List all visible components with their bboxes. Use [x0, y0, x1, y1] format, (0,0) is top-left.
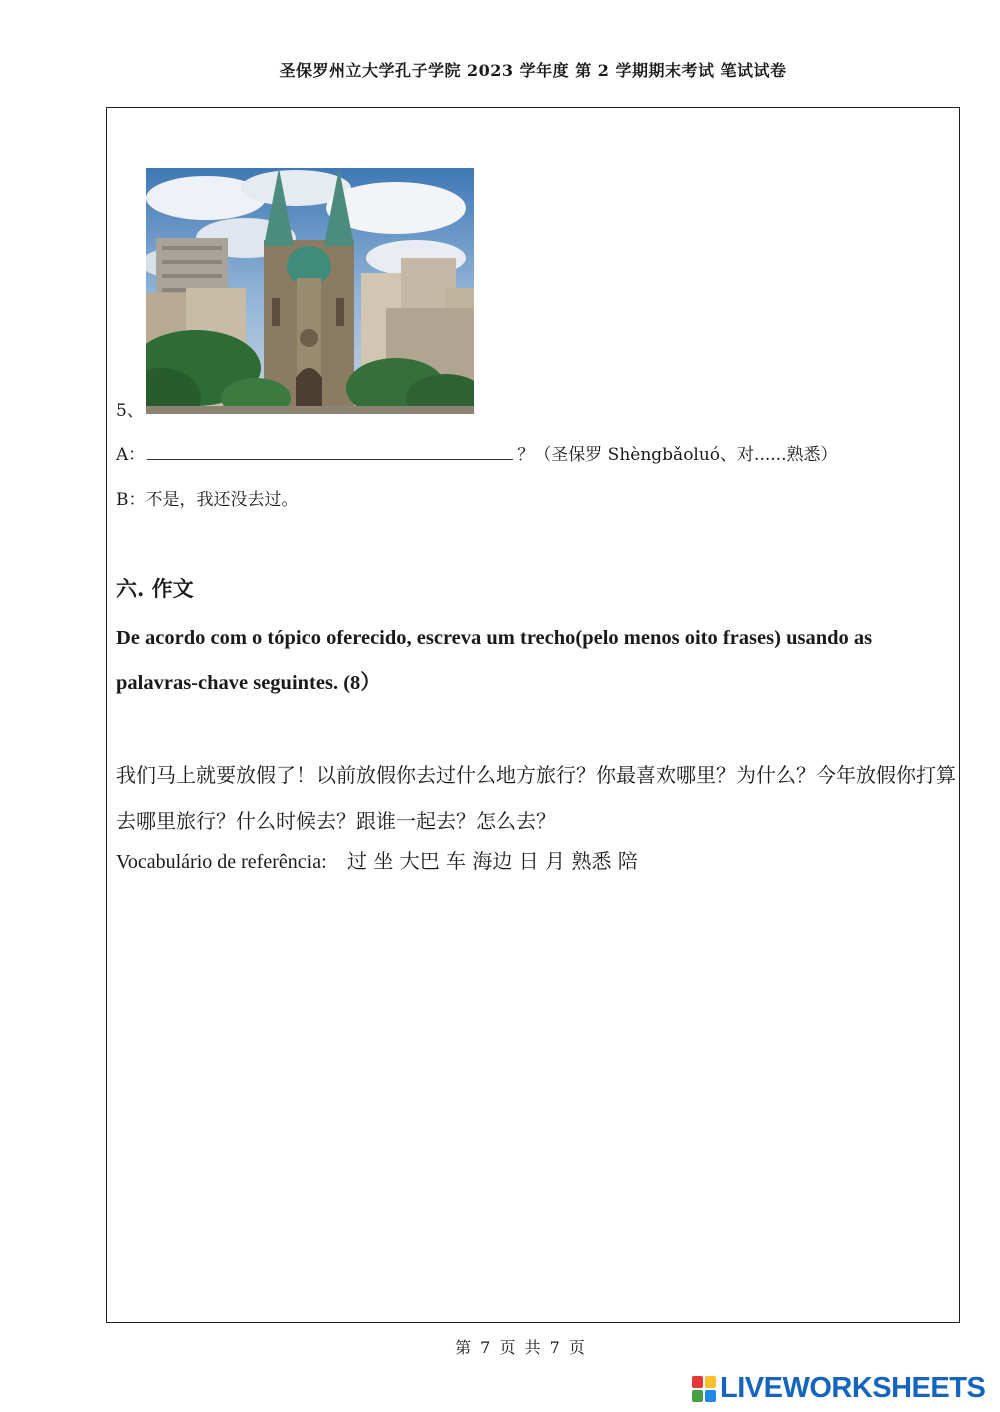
- hint-text: ？（圣保罗 Shèngbǎoluó、对......熟悉）: [517, 445, 838, 465]
- instruction-text: De acordo com o tópico oferecido, escreva um trecho(pelo menos oito frases) usando as palavras-chave seguintes. (8）: [116, 627, 873, 694]
- question-number: 5、: [116, 401, 144, 421]
- dialogue-line-a: [116, 440, 837, 465]
- liveworksheets-brand: [692, 1372, 985, 1405]
- brand-name: LIVEWORKSHEETS: [720, 1372, 986, 1404]
- essay-prompt: 我们马上就要放假了！以前放假你去过什么地方旅行？你最喜欢哪里？为什么？今年放假你打算去哪里旅行？什么时候去？跟谁一起去？怎么去？: [116, 763, 956, 833]
- vocabulary-line: [116, 845, 638, 874]
- page-footer: [0, 1335, 1000, 1358]
- vocabulary-label: Vocabulário de referência:: [116, 851, 327, 873]
- section-title: 六. 作文: [116, 576, 194, 601]
- exam-title: 圣保罗州立大学孔子学院 2023 学年度 第 2 学期期末考试 笔试试卷: [279, 61, 787, 80]
- speaker-a-label: A：: [116, 445, 146, 465]
- page-header: [0, 58, 1000, 81]
- page-number: 第 7 页 共 7 页: [455, 1338, 587, 1357]
- answer-blank[interactable]: [147, 443, 513, 460]
- dialogue-line-b: B：不是，我还没去过。: [116, 490, 299, 510]
- liveworksheets-logo-icon: [692, 1376, 716, 1402]
- cathedral-photo: [146, 168, 474, 414]
- vocabulary-words: 过 坐 大巴 车 海边 日 月 熟悉 陪: [346, 849, 638, 873]
